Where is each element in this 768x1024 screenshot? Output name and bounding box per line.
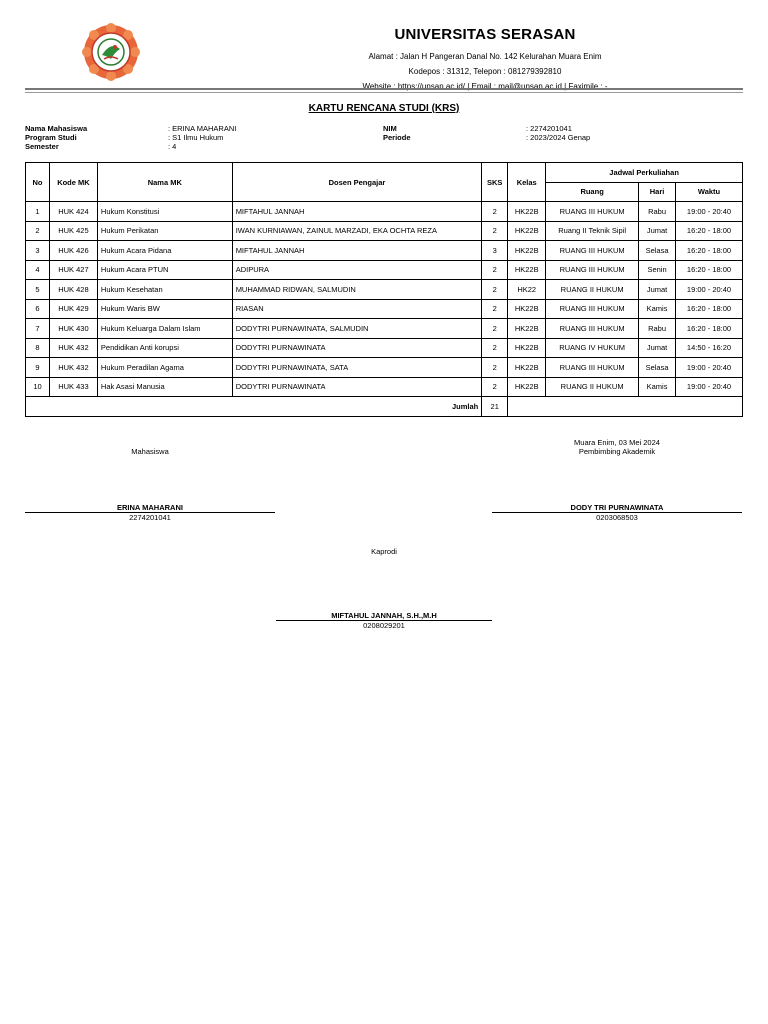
cell-kelas: HK22B (508, 358, 546, 378)
cell-kode: HUK 426 (49, 241, 97, 261)
krs-table (25, 162, 743, 417)
university-name: UNIVERSITAS SERASAN (394, 26, 576, 43)
col-header-dosen: Dosen Pengajar (232, 163, 482, 202)
cell-no: 8 (26, 338, 50, 358)
cell-sks: 2 (482, 260, 508, 280)
cell-ruang: RUANG II HUKUM (546, 377, 639, 397)
cell-ruang: Ruang II Teknik Sipil (546, 221, 639, 241)
cell-hari: Kamis (639, 299, 676, 319)
cell-sks: 2 (482, 299, 508, 319)
cell-nama: Hukum Acara Pidana (97, 241, 232, 261)
cell-hari: Kamis (639, 377, 676, 397)
cell-dosen: MIFTAHUL JANNAH (232, 202, 482, 222)
cell-sks: 2 (482, 377, 508, 397)
cell-waktu: 19:00 - 20:40 (676, 202, 743, 222)
cell-dosen: MIFTAHUL JANNAH (232, 241, 482, 261)
kaprodi-role: Kaprodi (371, 547, 397, 556)
cell-kode: HUK 428 (49, 280, 97, 300)
cell-nama: Hukum Waris BW (97, 299, 232, 319)
cell-ruang: RUANG III HUKUM (546, 358, 639, 378)
cell-sks: 2 (482, 202, 508, 222)
cell-hari: Rabu (639, 319, 676, 339)
cell-kelas: HK22B (508, 319, 546, 339)
cell-ruang: RUANG III HUKUM (546, 319, 639, 339)
cell-kelas: HK22B (508, 338, 546, 358)
nim-value: : 2274201041 (526, 124, 572, 133)
student-role: Mahasiswa (131, 447, 169, 456)
cell-waktu: 16:20 - 18:00 (676, 299, 743, 319)
address-line: Alamat : Jalan H Pangeran Danal No. 142 Kelurahan Muara Enim (368, 52, 602, 61)
cell-hari: Jumat (639, 280, 676, 300)
periode-value: : 2023/2024 Genap (526, 133, 591, 142)
cell-hari: Rabu (639, 202, 676, 222)
cell-ruang: RUANG II HUKUM (546, 280, 639, 300)
student-info-labels (25, 124, 165, 151)
table-row (26, 260, 743, 280)
nim-label: NIM (383, 124, 397, 133)
col-header-hari: Hari (639, 182, 676, 202)
cell-no: 3 (26, 241, 50, 261)
semester-value: : 4 (168, 142, 177, 151)
cell-dosen: DODYTRI PURNAWINATA (232, 377, 482, 397)
cell-sks: 2 (482, 221, 508, 241)
col-header-no: No (26, 163, 50, 202)
cell-waktu: 16:20 - 18:00 (676, 319, 743, 339)
cell-hari: Selasa (639, 241, 676, 261)
student-signature-id: 2274201041 (129, 513, 171, 522)
cell-kode: HUK 424 (49, 202, 97, 222)
cell-kelas: HK22B (508, 377, 546, 397)
cell-sks: 3 (482, 241, 508, 261)
cell-kode: HUK 427 (49, 260, 97, 280)
cell-nama: Hukum Kesehatan (97, 280, 232, 300)
cell-kode: HUK 429 (49, 299, 97, 319)
cell-no: 5 (26, 280, 50, 300)
table-row (26, 280, 743, 300)
kaprodi-signature-id: 0208029201 (363, 621, 405, 630)
kaprodi-signature-name: MIFTAHUL JANNAH, S.H.,M.H (331, 611, 437, 620)
cell-kode: HUK 432 (49, 338, 97, 358)
cell-no: 10 (26, 377, 50, 397)
cell-kode: HUK 433 (49, 377, 97, 397)
cell-sks: 2 (482, 338, 508, 358)
cell-waktu: 16:20 - 18:00 (676, 260, 743, 280)
cell-nama: Pendidikan Anti korupsi (97, 338, 232, 358)
cell-waktu: 16:20 - 18:00 (676, 221, 743, 241)
cell-no: 6 (26, 299, 50, 319)
table-row (26, 377, 743, 397)
periode-label: Periode (383, 133, 411, 142)
cell-nama: Hukum Konstitusi (97, 202, 232, 222)
cell-sks: 2 (482, 358, 508, 378)
cell-sks: 2 (482, 319, 508, 339)
header-divider (25, 88, 743, 90)
col-header-kode: Kode MK (49, 163, 97, 202)
document-title: KARTU RENCANA STUDI (KRS) (308, 103, 460, 114)
cell-dosen: DODYTRI PURNAWINATA, SATA (232, 358, 482, 378)
cell-dosen: RIASAN (232, 299, 482, 319)
university-seal-icon (82, 23, 140, 81)
cell-nama: Hukum Peradilan Agama (97, 358, 232, 378)
table-row (26, 221, 743, 241)
cell-ruang: RUANG III HUKUM (546, 299, 639, 319)
nim-values (526, 124, 726, 142)
cell-dosen: IWAN KURNIAWAN, ZAINUL MARZADI, EKA OCHTA REZA (232, 221, 482, 241)
letterhead (200, 26, 768, 94)
cell-kelas: HK22B (508, 202, 546, 222)
advisor-role: Pembimbing Akademik (578, 447, 656, 456)
cell-kode: HUK 432 (49, 358, 97, 378)
total-empty (508, 397, 743, 417)
total-label: Jumlah (26, 397, 482, 417)
name-label: Nama Mahasiswa (25, 124, 88, 133)
header-divider-thin (25, 92, 743, 93)
cell-no: 4 (26, 260, 50, 280)
cell-hari: Jumat (639, 338, 676, 358)
prodi-label: Program Studi (25, 133, 77, 142)
website-line: Website : https://unsan.ac.id/ | Email : mail@unsan.ac.id | Faximile : - (362, 82, 608, 91)
table-row (26, 299, 743, 319)
total-sks: 21 (482, 397, 508, 417)
student-info-values (168, 124, 368, 151)
cell-kode: HUK 430 (49, 319, 97, 339)
cell-kelas: HK22B (508, 221, 546, 241)
col-header-jadwal: Jadwal Perkuliahan (546, 163, 743, 183)
semester-label: Semester (25, 142, 59, 151)
col-header-waktu: Waktu (676, 182, 743, 202)
cell-nama: Hukum Acara PTUN (97, 260, 232, 280)
cell-waktu: 14:50 - 16:20 (676, 338, 743, 358)
cell-dosen: ADIPURA (232, 260, 482, 280)
prodi-value: : S1 Ilmu Hukum (168, 133, 224, 142)
cell-nama: Hukum Perikatan (97, 221, 232, 241)
cell-ruang: RUANG III HUKUM (546, 260, 639, 280)
cell-waktu: 19:00 - 20:40 (676, 280, 743, 300)
cell-nama: Hak Asasi Manusia (97, 377, 232, 397)
cell-dosen: MUHAMMAD RIDWAN, SALMUDIN (232, 280, 482, 300)
cell-hari: Selasa (639, 358, 676, 378)
cell-nama: Hukum Keluarga Dalam Islam (97, 319, 232, 339)
cell-no: 9 (26, 358, 50, 378)
cell-ruang: RUANG IV HUKUM (546, 338, 639, 358)
table-row (26, 338, 743, 358)
cell-kelas: HK22B (508, 241, 546, 261)
cell-no: 1 (26, 202, 50, 222)
advisor-signature-name: DODY TRI PURNAWINATA (570, 503, 664, 512)
advisor-signature-id: 0203068503 (596, 513, 638, 522)
cell-waktu: 19:00 - 20:40 (676, 377, 743, 397)
table-row (26, 241, 743, 261)
cell-waktu: 16:20 - 18:00 (676, 241, 743, 261)
contact-line: Kodepos : 31312, Telepon : 081279392810 (408, 67, 562, 76)
col-header-nama: Nama MK (97, 163, 232, 202)
col-header-ruang: Ruang (546, 182, 639, 202)
col-header-kelas: Kelas (508, 163, 546, 202)
cell-kode: HUK 425 (49, 221, 97, 241)
nim-labels (383, 124, 523, 142)
col-header-sks: SKS (482, 163, 508, 202)
name-value: : ERINA MAHARANI (168, 124, 237, 133)
cell-kelas: HK22B (508, 299, 546, 319)
cell-hari: Jumat (639, 221, 676, 241)
cell-hari: Senin (639, 260, 676, 280)
total-row (26, 397, 743, 417)
cell-kelas: HK22B (508, 260, 546, 280)
cell-waktu: 19:00 - 20:40 (676, 358, 743, 378)
cell-ruang: RUANG III HUKUM (546, 241, 639, 261)
table-row (26, 358, 743, 378)
cell-dosen: DODYTRI PURNAWINATA (232, 338, 482, 358)
cell-sks: 2 (482, 280, 508, 300)
cell-no: 2 (26, 221, 50, 241)
cell-no: 7 (26, 319, 50, 339)
cell-ruang: RUANG III HUKUM (546, 202, 639, 222)
cell-kelas: HK22 (508, 280, 546, 300)
table-row (26, 202, 743, 222)
student-signature-name: ERINA MAHARANI (117, 503, 183, 512)
table-row (26, 319, 743, 339)
cell-dosen: DODYTRI PURNAWINATA, SALMUDIN (232, 319, 482, 339)
place-date: Muara Enim, 03 Mei 2024 (574, 438, 660, 447)
